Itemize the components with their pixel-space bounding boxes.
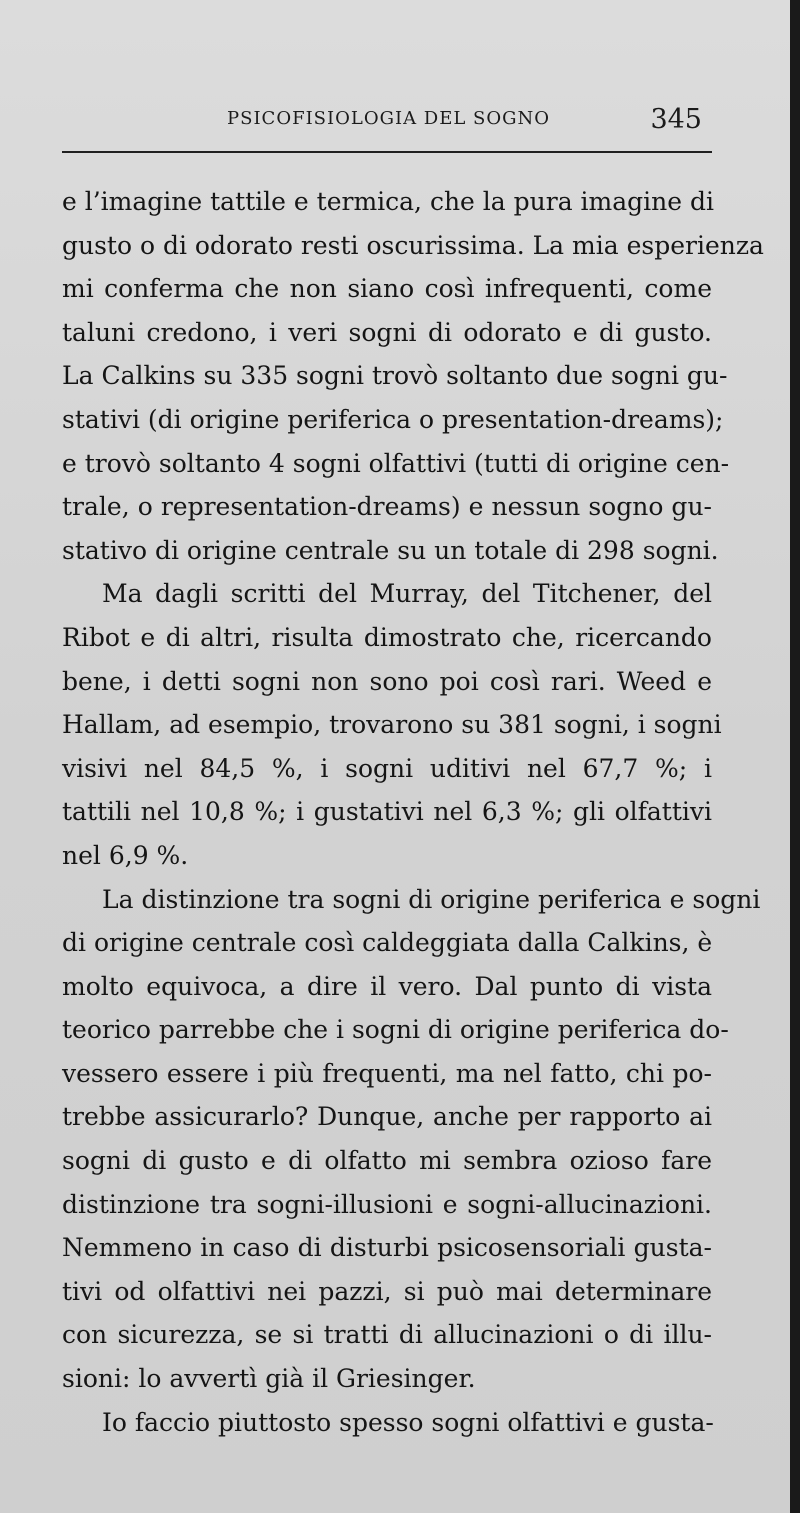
- text-line: nel 6,9 %.: [62, 840, 189, 870]
- body-text: [62, 180, 764, 1444]
- text-line: taluni credono, i veri sogni di odorato e di gusto.: [62, 317, 712, 347]
- text-line: vessero essere i più frequenti, ma nel fatto, chi po-: [62, 1058, 712, 1088]
- text-line: visivi nel 84,5 %, i sogni uditivi nel 67,7 %; i: [62, 753, 712, 783]
- text-line: sioni: lo avvertì già il Griesinger.: [62, 1364, 476, 1394]
- text-line: di origine centrale così caldeggiata dalla Calkins, è: [62, 928, 713, 958]
- page-edge-shadow: [790, 0, 800, 1513]
- text-line: stativi (di origine periferica o presentation-dreams);: [62, 404, 724, 434]
- text-line: Hallam, ad esempio, trovarono su 381 sogni, i sogni: [62, 710, 722, 740]
- text-line: La Calkins su 335 sogni trovò soltanto due sogni gu-: [62, 361, 728, 391]
- text-line: Ma dagli scritti del Murray, del Titchener, del: [102, 579, 712, 609]
- running-title: PSICOFISIOLOGIA DEL SOGNO: [227, 108, 551, 129]
- text-line: Io faccio piuttosto spesso sogni olfattivi e gusta-: [102, 1407, 714, 1437]
- text-line: Ribot e di altri, risulta dimostrato che, ricercando: [62, 622, 712, 652]
- text-line: Nemmeno in caso di disturbi psicosensoriali gusta-: [62, 1233, 712, 1263]
- page-number: 345: [650, 104, 702, 135]
- text-line: con sicurezza, se si tratti di allucinazioni o di illu-: [62, 1320, 712, 1350]
- text-line: molto equivoca, a dire il vero. Dal punto di vista: [62, 971, 712, 1001]
- text-line: gusto o di odorato resti oscurissima. La mia esperienza: [62, 230, 764, 260]
- text-line: distinzione tra sogni-illusioni e sogni-allucinazioni.: [62, 1189, 712, 1219]
- header-rule: [62, 151, 712, 153]
- page-header: [62, 100, 712, 160]
- text-line: trebbe assicurarlo? Dunque, anche per rapporto ai: [62, 1102, 712, 1132]
- text-line: stativo di origine centrale su un totale di 298 sogni.: [62, 535, 719, 565]
- text-line: tivi od olfattivi nei pazzi, si può mai determinare: [62, 1276, 712, 1306]
- text-line: teorico parrebbe che i sogni di origine periferica do-: [62, 1015, 729, 1045]
- text-line: bene, i detti sogni non sono poi così rari. Weed e: [62, 666, 712, 696]
- text-line: sogni di gusto e di olfatto mi sembra ozioso fare: [62, 1146, 712, 1176]
- text-line: e trovò soltanto 4 sogni olfattivi (tutti di origine cen-: [62, 448, 730, 478]
- text-line: trale, o representation-dreams) e nessun sogno gu-: [62, 492, 712, 522]
- text-line: La distinzione tra sogni di origine periferica e sogni: [102, 884, 761, 914]
- text-line: e l’imagine tattile e termica, che la pura imagine di: [62, 187, 714, 216]
- text-line: tattili nel 10,8 %; i gustativi nel 6,3 %; gli olfattivi: [62, 797, 712, 827]
- text-line: mi conferma che non siano così infrequenti, come: [62, 274, 712, 304]
